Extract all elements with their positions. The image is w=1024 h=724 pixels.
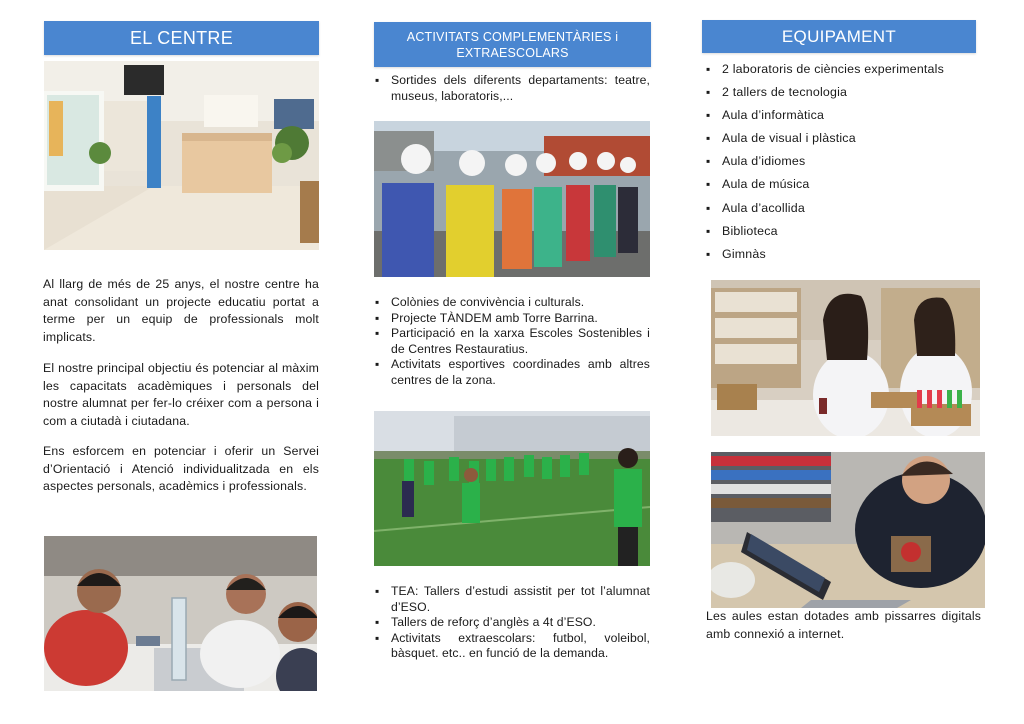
technology-workshop-photo	[711, 452, 985, 608]
equipment-heading: EQUIPAMENT	[702, 20, 976, 53]
sports-field-icon	[374, 411, 650, 566]
list-item: ▪ Biblioteca	[706, 222, 976, 245]
laboratory-icon	[711, 280, 980, 436]
list-item: ▪ Projecte TÀNDEM amb Torre Barrina.	[374, 311, 650, 327]
centre-paragraph-2: El nostre principal objectiu és potenciar al màxim les capacitats acadèmiques i personals del nostre alumnat per fer-lo créixer com a persona i com a ciutadà i ciutadana.	[43, 361, 319, 428]
list-item: ▪ Aula de visual i plàstica	[706, 129, 976, 152]
list-item: ▪ Gimnàs	[706, 245, 976, 268]
list-item: ▪ Aula d’acollida	[706, 199, 976, 222]
sports-field-photo	[374, 411, 650, 566]
school-lobby-icon	[44, 61, 319, 250]
science-class-photo	[44, 536, 317, 691]
list-item: ▪ Tallers de reforç d’anglès a 4t d’ESO.	[374, 615, 650, 631]
list-item: ▪ Sortides dels diferents departaments: teatre, museus, laboratoris,...	[374, 73, 650, 104]
list-item: ▪ Participació en la xarxa Escoles Sostenibles i de Centres Restauratius.	[374, 326, 650, 357]
activities-list-3	[374, 584, 650, 662]
list-item: ▪ 2 tallers de tecnologia	[706, 83, 976, 106]
centre-paragraph-3: Ens esforcem en potenciar i oferir un Servei d’Orientació i Atenció individualitzada en els aspectes personals, acadèmics i professionals.	[43, 444, 319, 494]
lobby-photo	[44, 61, 319, 250]
helmets-visit-photo	[374, 121, 650, 277]
list-item: ▪ Colònies de convivència i culturals.	[374, 295, 650, 311]
centre-paragraph-1: Al llarg de més de 25 anys, el nostre centre ha anat consolidant un projecte educatiu portat a terme per un equip de professionals molt implicats.	[43, 277, 319, 344]
activities-list-2	[374, 295, 650, 389]
centre-heading: EL CENTRE	[44, 21, 319, 55]
list-item: ▪ TEA: Tallers d’estudi assistit per tot l’alumnat d’ESO.	[374, 584, 650, 615]
students-experiment-icon	[44, 536, 317, 691]
list-item: ▪ 2 laboratoris de ciències experimentals	[706, 60, 976, 83]
laboratory-photo	[711, 280, 980, 436]
list-item: ▪ Aula d’informàtica	[706, 106, 976, 129]
list-item: ▪ Aula d’idiomes	[706, 152, 976, 175]
equipment-list	[706, 60, 976, 268]
helmets-visit-icon	[374, 121, 650, 277]
list-item: ▪ Activitats esportives coordinades amb altres centres de la zona.	[374, 357, 650, 388]
equipment-caption: Les aules estan dotades amb pissarres digitals amb connexió a internet.	[706, 609, 981, 641]
activities-heading: ACTIVITATS COMPLEMENTÀRIES i EXTRAESCOLARS	[374, 22, 651, 67]
list-item: ▪ Activitats extraescolars: futbol, voleibol, bàsquet. etc.. en funció de la demanda.	[374, 631, 650, 662]
list-item: ▪ Aula de música	[706, 175, 976, 198]
technology-workshop-icon	[711, 452, 985, 608]
activities-list-1	[374, 73, 650, 104]
